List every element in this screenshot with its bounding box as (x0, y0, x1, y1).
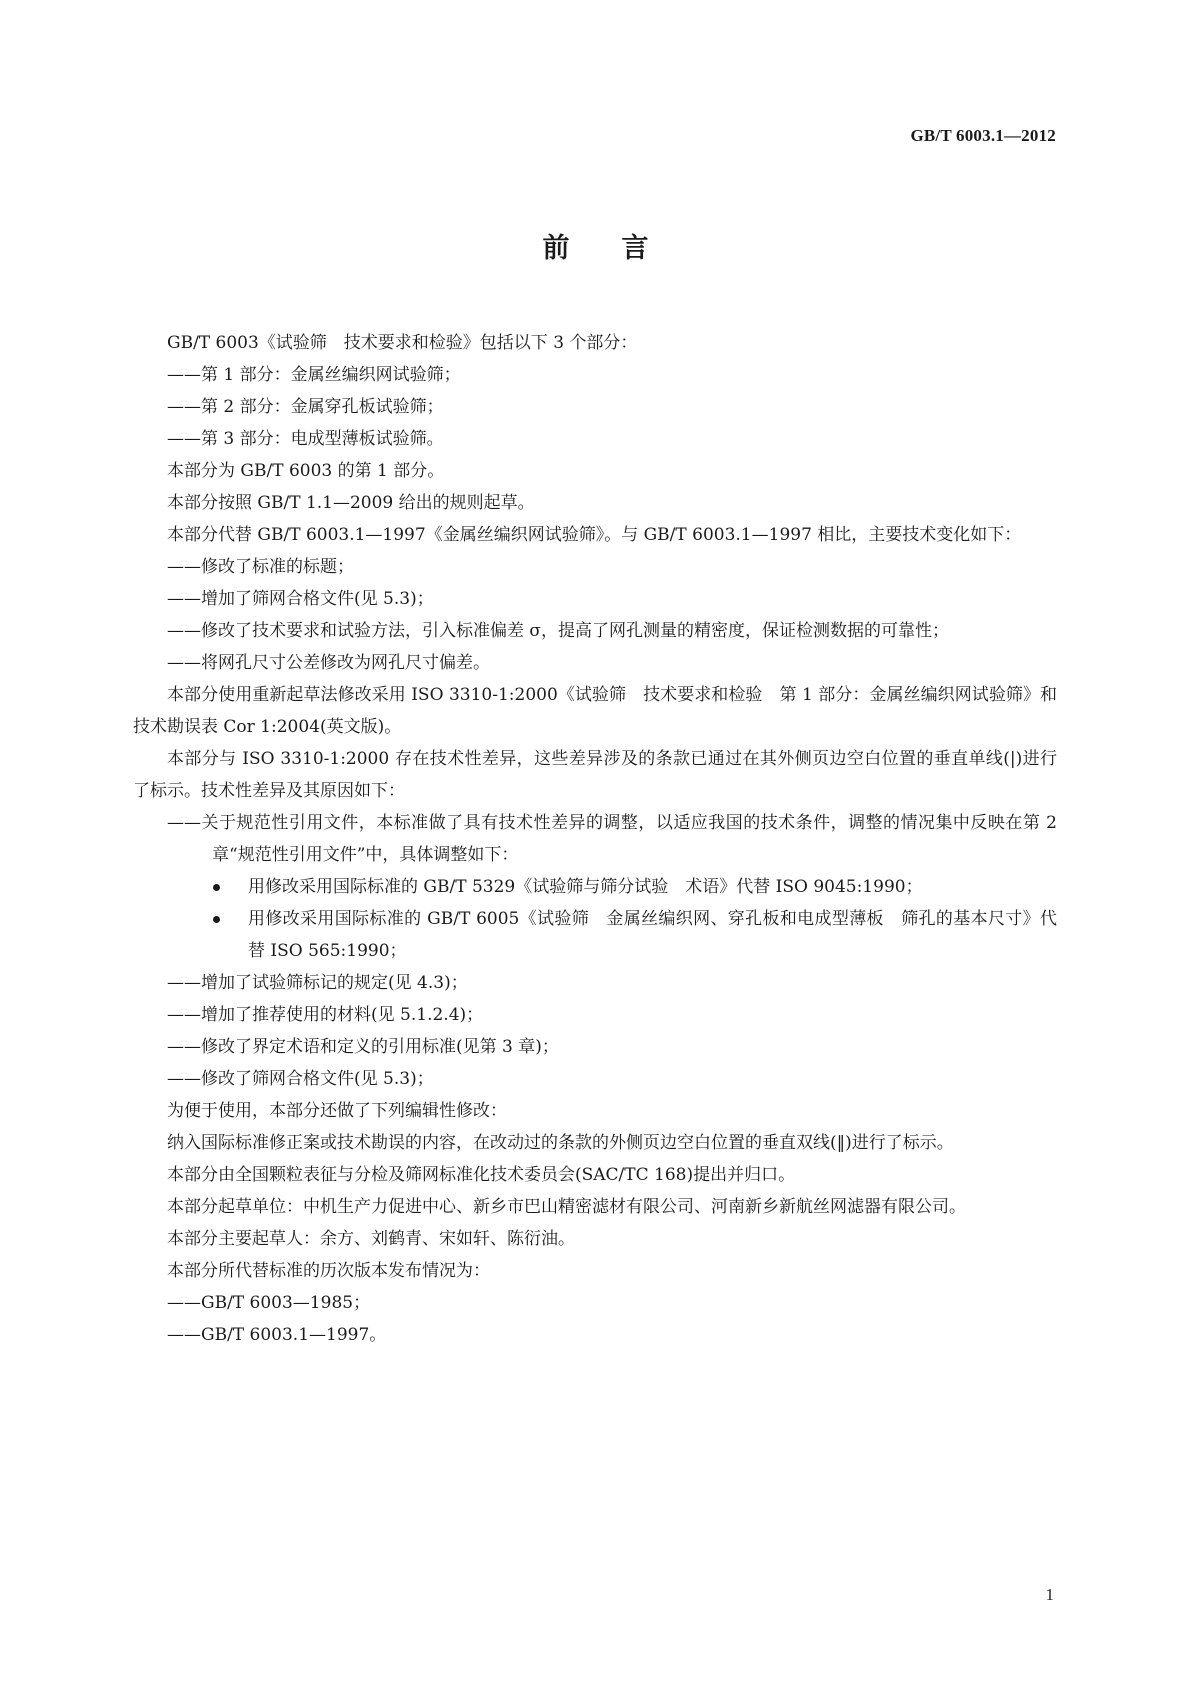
bullet-dot (213, 916, 220, 923)
bullet-dot (213, 884, 220, 891)
paragraph: 纳入国际标准修正案或技术勘误的内容，在改动过的条款的外侧页边空白位置的垂直双线(‖)进行了标示。 (167, 1133, 954, 1153)
dash-item: ——第 1 部分：金属丝编织网试验筛； (167, 365, 461, 385)
dash-item: ——增加了试验筛标记的规定(见 4.3)； (167, 973, 468, 993)
paragraph: 为便于使用，本部分还做了下列编辑性修改： (167, 1101, 507, 1121)
paragraph: GB/T 6003《试验筛 技术要求和检验》包括以下 3 个部分： (167, 333, 638, 353)
dash-item: ——第 3 部分：电成型薄板试验筛。 (167, 429, 444, 449)
dash-item: ——修改了技术要求和试验方法，引入标准偏差 σ，提高了网孔测量的精密度，保证检测数据的可靠性； (167, 621, 950, 641)
paragraph: 本部分由全国颗粒表征与分检及筛网标准化技术委员会(SAC/TC 168)提出并归口。 (167, 1165, 796, 1185)
dash-item: ——增加了推荐使用的材料(见 5.1.2.4)； (167, 1005, 484, 1025)
title-char-1: 前 (542, 233, 570, 264)
bullet-text: 用修改采用国际标准的 GB/T 5329《试验筛与筛分试验 术语》代替 ISO 9045:1990； (248, 877, 923, 897)
foreword-body (133, 327, 1057, 1351)
page-number: 1 (1045, 1585, 1054, 1604)
dash-item: ——修改了筛网合格文件(见 5.3)； (167, 1069, 434, 1089)
dash-item: ——关于规范性引用文件，本标准做了具有技术性差异的调整，以适应我国的技术条件，调整的情况集中反映在第 2 章“规范性引用文件”中，具体调整如下： (167, 813, 1057, 865)
dash-item: ——GB/T 6003.1—1997。 (167, 1325, 387, 1345)
dash-item: ——将网孔尺寸公差修改为网孔尺寸偏差。 (167, 653, 490, 673)
bullet-item (133, 871, 1057, 903)
paragraph: 本部分使用重新起草法修改采用 ISO 3310-1:2000《试验筛 技术要求和检验 第 1 部分：金属丝编织网试验筛》和技术勘误表 Cor 1:2004(英文版)。 (133, 685, 1057, 737)
dash-item: ——GB/T 6003—1985； (167, 1293, 371, 1313)
dash-item: ——修改了界定术语和定义的引用标准(见第 3 章)； (167, 1037, 559, 1057)
paragraph: 本部分主要起草人：余方、刘鹤青、宋如轩、陈衍油。 (167, 1229, 575, 1249)
paragraph: 本部分与 ISO 3310-1:2000 存在技术性差异，这些差异涉及的条款已通过在其外侧页边空白位置的垂直单线(|)进行了标示。技术性差异及其原因如下： (133, 749, 1057, 801)
title-char-2: 言 (621, 233, 649, 264)
paragraph: 本部分起草单位：中机生产力促进中心、新乡市巴山精密滤材有限公司、河南新乡新航丝网滤器有限公司。 (167, 1197, 966, 1217)
dash-item: ——增加了筛网合格文件(见 5.3)； (167, 589, 434, 609)
bullet-item (133, 903, 1057, 967)
page-title (0, 226, 1191, 265)
paragraph: 本部分为 GB/T 6003 的第 1 部分。 (167, 461, 445, 481)
bullet-text: 用修改采用国际标准的 GB/T 6005《试验筛 金属丝编织网、穿孔板和电成型薄板 筛孔的基本尺寸》代替 ISO 565:1990； (248, 909, 1057, 961)
dash-item: ——第 2 部分：金属穿孔板试验筛； (167, 397, 444, 417)
dash-item: ——修改了标准的标题； (167, 557, 354, 577)
paragraph: 本部分代替 GB/T 6003.1—1997《金属丝编织网试验筛》。与 GB/T 6003.1—1997 相比，主要技术变化如下： (167, 525, 1022, 545)
standard-code: GB/T 6003.1—2012 (910, 126, 1056, 145)
paragraph: 本部分按照 GB/T 1.1—2009 给出的规则起草。 (167, 493, 535, 513)
paragraph: 本部分所代替标准的历次版本发布情况为： (167, 1261, 490, 1281)
